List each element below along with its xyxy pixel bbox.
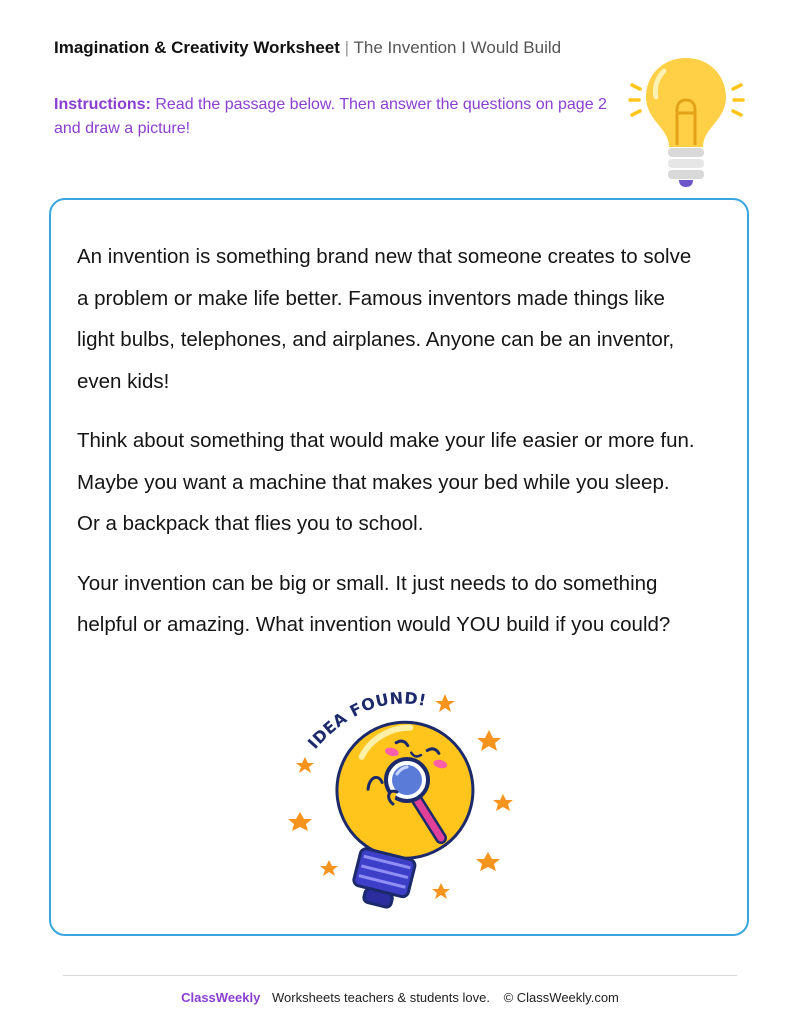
lightbulb-icon <box>624 55 749 190</box>
instructions-text: Read the passage below. Then answer the questions on page 2 and draw a picture! <box>54 96 607 137</box>
page-footer <box>0 990 800 1005</box>
worksheet-header <box>54 38 561 58</box>
worksheet-subtitle: The Invention I Would Build <box>353 38 562 57</box>
instructions-label: Instructions: <box>54 96 151 113</box>
title-separator: | <box>344 38 350 57</box>
passage-paragraph: Think about something that would make your life easier or more fun. Maybe you want a machine that makes your bed while you sleep. Or a backpack that flies you to school. <box>77 429 695 535</box>
footer-divider <box>63 975 737 976</box>
footer-tagline: Worksheets teachers & students love. <box>271 990 490 1005</box>
footer-copyright: © ClassWeekly.com <box>503 990 619 1005</box>
instructions <box>54 93 624 141</box>
worksheet-title: Imagination & Creativity Worksheet <box>54 38 340 57</box>
footer-brand: ClassWeekly <box>181 990 261 1005</box>
idea-found-illustration <box>285 688 520 923</box>
reading-passage <box>77 236 697 664</box>
passage-paragraph: Your invention can be big or small. It just needs to do something helpful or amazing. What invention would YOU build if you could? <box>77 571 671 636</box>
idea-found-caption: IDEA FOUND! <box>303 688 429 753</box>
passage-paragraph: An invention is something brand new that someone creates to solve a problem or make life better. Famous inventors made things like light bulbs, telephones, and airplanes. Anyone can be an inventor, even kids! <box>77 245 692 393</box>
